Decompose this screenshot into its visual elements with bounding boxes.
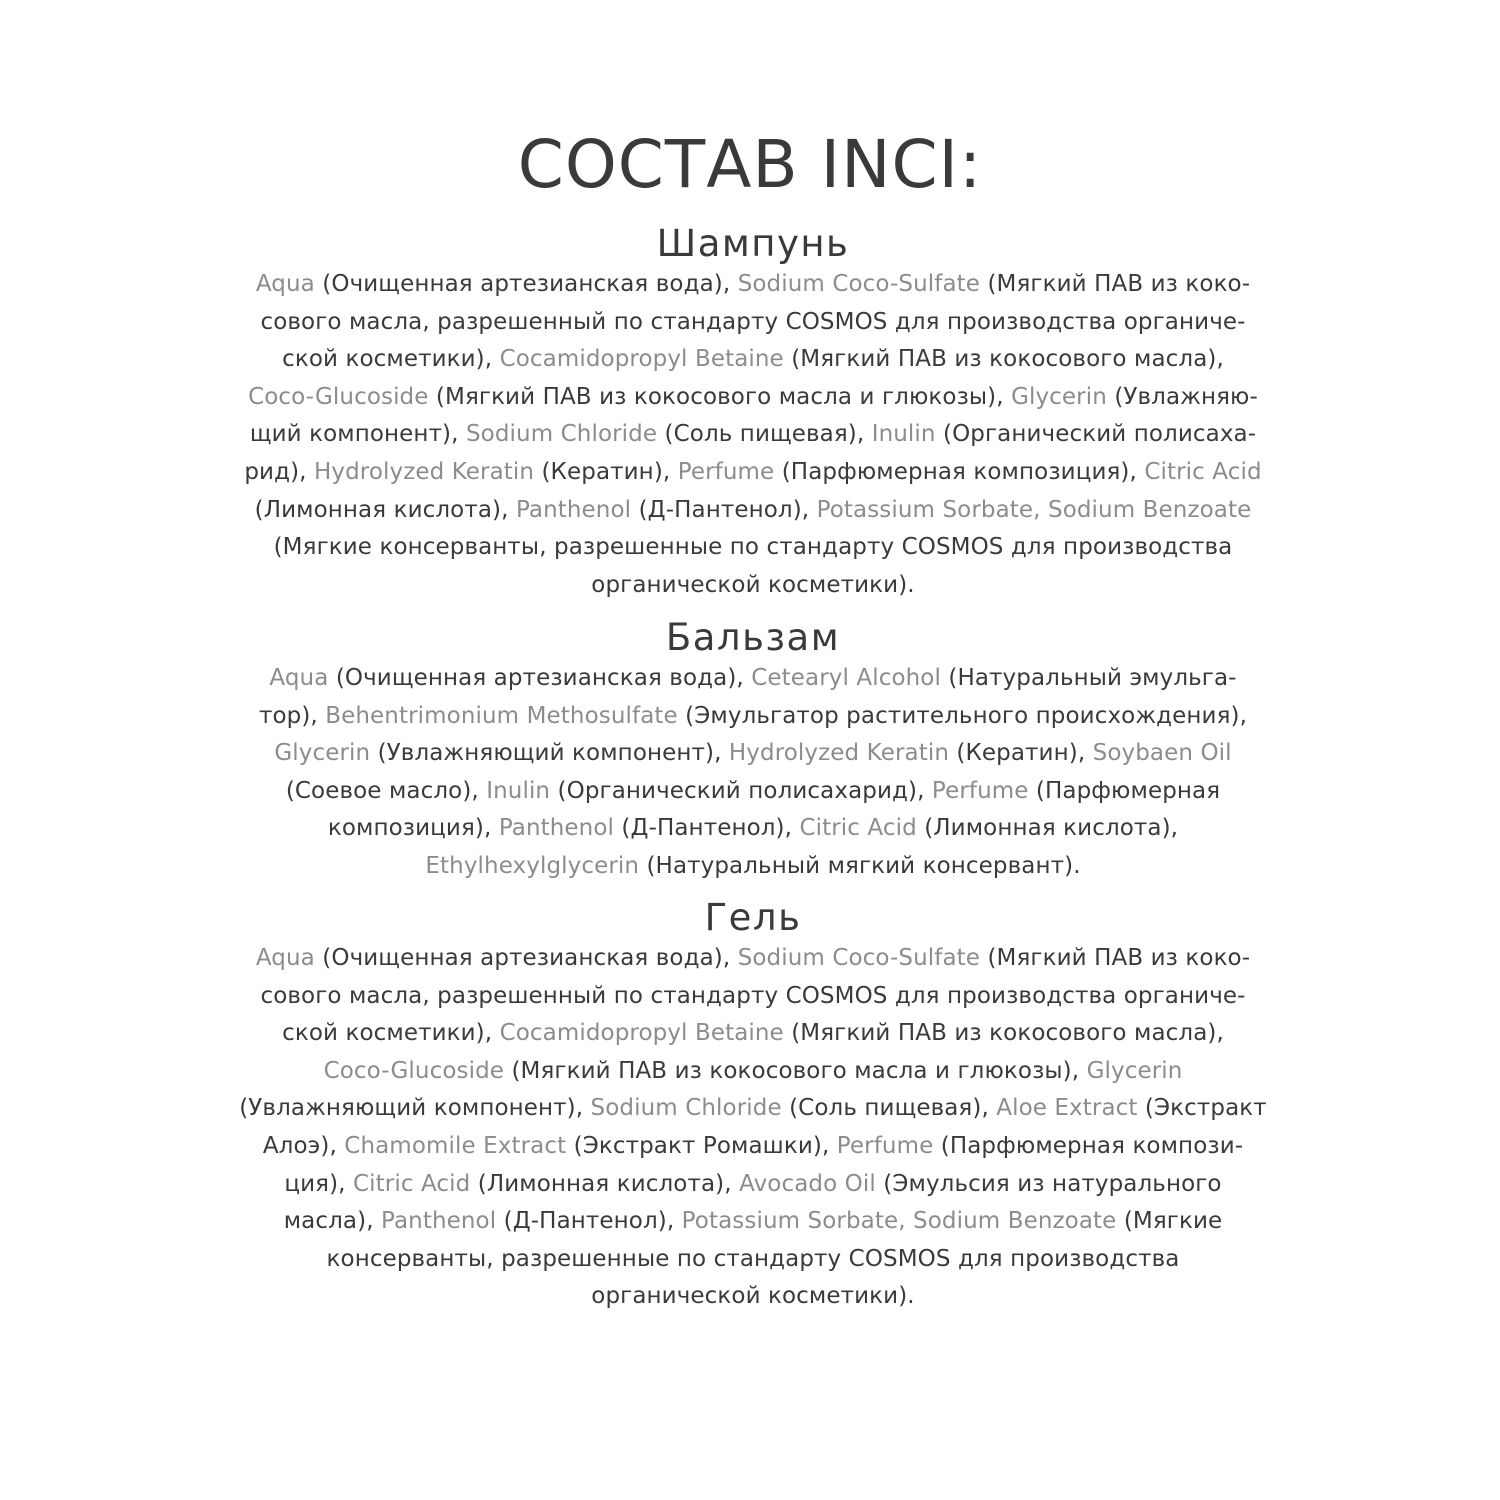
ingredient-description: (Соль пищевая), [781,1095,997,1122]
ingredients-text [230,266,1276,604]
ingredient-description: (Соль пищевая), [657,421,872,448]
inci-name: Panthenol [498,815,615,842]
ingredient-description: (Очищенная артезианская вода), [314,945,738,971]
inci-name: Potassium Sorbate, Sodium Benzoate [681,1208,1117,1235]
ingredient-description: (Увлажняющий компонент), [370,740,729,767]
ingredient-description: сового масла, разрешенный по стандарту COSMOS для производства органиче- [260,982,1246,1009]
section-heading: Гель [704,896,802,939]
ingredient-description: (Увлажняю- [1106,383,1258,410]
inci-name: Soybaen Oil [1092,740,1232,767]
ingredient-description: ция), [284,1170,354,1197]
inci-name: Glycerin [1086,1057,1183,1084]
ingredient-description: (Д-Пантенол), [631,496,817,523]
ingredient-description: (Кератин), [949,740,1093,767]
inci-name: Perfume [931,777,1029,804]
ingredient-description: масла), [283,1208,382,1235]
inci-name: Glycerin [1011,383,1107,410]
inci-name: Inulin [486,777,551,804]
ingredient-description: (Экстракт Ромашки), [566,1132,837,1159]
ingredient-description: (Лимонная кислота), [916,815,1179,842]
inci-name: Coco-Glucoside [323,1057,505,1084]
ingredient-description: (Очищенная артезианская вода), [314,271,738,297]
ingredients-text [230,660,1276,886]
inci-name: Ethylhexylglycerin [425,852,640,879]
inci-name: Chamomile Extract [344,1132,567,1159]
ingredient-description: (Эмульгатор растительного происхождения), [677,702,1248,729]
ingredient-description: (Кератин), [534,458,678,485]
ingredient-description: (Увлажняющий компонент), [239,1095,591,1122]
inci-name: Behentrimonium Methosulfate [325,702,678,729]
ingredient-description: сового масла, разрешенный по стандарту COSMOS для производства органиче- [260,308,1246,335]
ingredient-description: органической косметики). [591,571,915,598]
inci-name: Aqua [255,945,315,971]
inci-name: Hydrolyzed Keratin [728,740,949,767]
inci-name: Sodium Coco-Sulfate [737,271,981,297]
ingredient-description: ской косметики), [282,1020,500,1047]
section-heading: Бальзам [665,616,841,659]
ingredient-description: (Соевое масло), [285,777,487,804]
page-title: СОСТАВ INCI: [517,126,983,203]
ingredient-description: (Парфюмерная композиция), [774,458,1145,485]
inci-name: Inulin [871,421,936,448]
ingredient-description: (Мягкий ПАВ из кокосового масла), [783,346,1224,373]
ingredient-description: ской косметики), [282,346,500,373]
section-gel [230,896,1276,1316]
inci-name: Perfume [836,1132,934,1159]
ingredient-description: (Мягкие консерванты, разрешенные по стандарту COSMOS для производства [273,534,1233,561]
ingredient-description: (Мягкий ПАВ из кокосового масла и глюкозы), [428,383,1012,410]
ingredient-description: (Д-Пантенол), [496,1208,682,1235]
inci-name: Aqua [269,665,329,691]
inci-name: Aqua [255,271,315,297]
inci-name: Sodium Chloride [465,421,658,448]
inci-name: Aloe Extract [996,1095,1138,1122]
inci-name: Perfume [677,458,775,485]
inci-name: Hydrolyzed Keratin [313,458,535,485]
ingredient-description: (Эмульсия из натурального [875,1170,1222,1197]
ingredient-description: консерванты, разрешенные по стандарту COSMOS для производства [326,1245,1180,1272]
inci-name: Coco-Glucoside [248,383,429,410]
ingredient-description: (Экстракт [1137,1095,1267,1122]
ingredient-description: (Натуральный эмульга- [940,665,1237,691]
ingredient-description: (Очищенная артезианская вода), [328,665,752,691]
inci-name: Citric Acid [353,1170,471,1197]
ingredient-description: тор), [258,702,326,729]
ingredient-description: органической косметики). [591,1283,915,1310]
ingredient-description: Алоэ), [262,1132,345,1159]
section-balm [230,616,1276,886]
inci-name: Cocamidopropyl Betaine [499,346,784,373]
ingredient-description: (Мягкий ПАВ из кокосового масла и глюкозы), [504,1057,1087,1084]
ingredient-description: (Мягкий ПАВ из кокосового масла), [783,1020,1224,1047]
ingredient-description: (Д-Пантенол), [614,815,800,842]
ingredient-description: (Мягкие [1116,1208,1223,1235]
ingredient-description: (Натуральный мягкий консервант). [639,852,1081,879]
inci-name: Avocado Oil [739,1170,876,1197]
ingredient-description: (Лимонная кислота), [254,496,516,523]
inci-name: Glycerin [274,740,371,767]
inci-name: Panthenol [515,496,632,523]
ingredient-description: (Мягкий ПАВ из коко- [980,945,1251,971]
inci-name: Panthenol [381,1208,497,1235]
ingredient-description: (Органический полисахарид), [550,777,932,804]
ingredient-description: (Парфюмерная [1028,777,1221,804]
inci-name: Cocamidopropyl Betaine [499,1020,784,1047]
ingredient-description: (Парфюмерная компози- [933,1132,1244,1159]
ingredients-text [230,940,1276,1316]
section-shampoo [230,222,1276,604]
inci-name: Sodium Chloride [590,1095,782,1122]
inci-name: Potassium Sorbate, Sodium Benzoate [816,496,1252,523]
ingredient-description: (Органический полисаха- [935,421,1257,448]
inci-name: Sodium Coco-Sulfate [737,945,981,971]
section-heading: Шампунь [656,222,850,265]
inci-name: Citric Acid [1144,458,1262,485]
inci-name: Cetearyl Alcohol [751,665,941,691]
inci-name: Citric Acid [799,815,917,842]
ingredient-description: рид), [244,458,314,485]
ingredient-description: композиция), [327,815,499,842]
ingredient-description: щий компонент), [249,421,466,448]
ingredient-description: (Мягкий ПАВ из коко- [980,271,1251,297]
ingredient-description: (Лимонная кислота), [470,1170,740,1197]
